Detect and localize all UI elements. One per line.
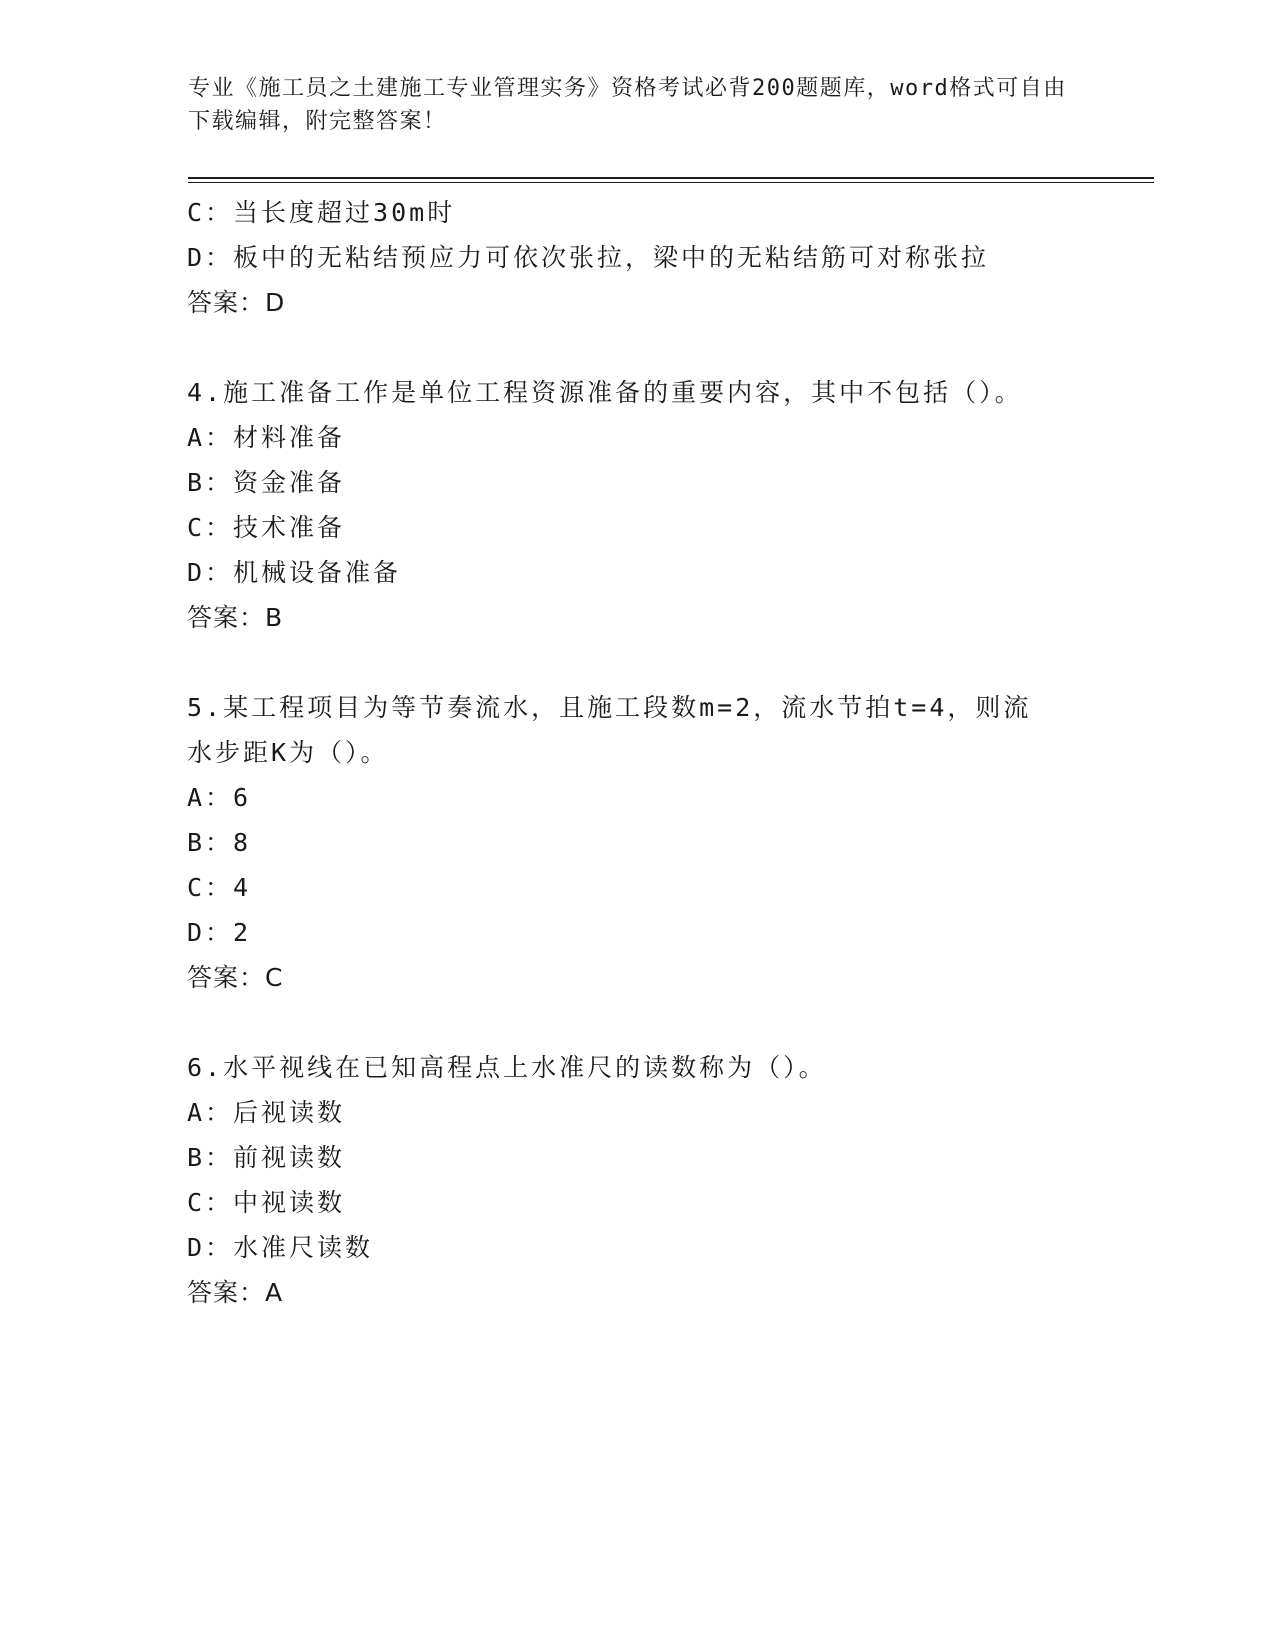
spacer xyxy=(187,640,1087,685)
answer-line: 答案：C xyxy=(187,963,284,992)
header-rule-thin xyxy=(188,182,1154,183)
option-c: C：中视读数 xyxy=(187,1188,346,1217)
header-rule-thick xyxy=(188,177,1154,179)
answer-line: 答案：D xyxy=(187,288,286,317)
option-c: C：当长度超过30m时 xyxy=(187,198,456,227)
option-a: A：材料准备 xyxy=(187,423,346,452)
question-block-5 xyxy=(187,685,1087,1000)
option-d: D：2 xyxy=(187,918,252,947)
option-b: B：前视读数 xyxy=(187,1143,346,1172)
prev-question-block xyxy=(187,190,1087,325)
question-block-6 xyxy=(187,1045,1087,1315)
spacer xyxy=(187,325,1087,370)
option-d: D：机械设备准备 xyxy=(187,558,402,587)
spacer xyxy=(187,1000,1087,1045)
option-a: A：6 xyxy=(187,783,252,812)
question-text: 5.某工程项目为等节奏流水，且施工段数m=2，流水节拍t=4，则流水步距K为（）。 xyxy=(187,693,1032,767)
question-block-4 xyxy=(187,370,1087,640)
option-d: D：水准尺读数 xyxy=(187,1233,374,1262)
option-d: D：板中的无粘结预应力可依次张拉，梁中的无粘结筋可对称张拉 xyxy=(187,243,990,272)
option-c: C：技术准备 xyxy=(187,513,346,542)
option-c: C：4 xyxy=(187,873,252,902)
question-text: 6.水平视线在已知高程点上水准尺的读数称为（）。 xyxy=(187,1053,827,1082)
option-a: A：后视读数 xyxy=(187,1098,346,1127)
question-body xyxy=(187,190,1087,1315)
question-text: 4.施工准备工作是单位工程资源准备的重要内容，其中不包括（）。 xyxy=(187,378,1023,407)
option-b: B：8 xyxy=(187,828,252,857)
document-header-title: 专业《施工员之土建施工专业管理实务》资格考试必背200题题库，word格式可自由下载编辑，附完整答案！ xyxy=(188,76,1067,134)
option-b: B：资金准备 xyxy=(187,468,346,497)
answer-line: 答案：A xyxy=(187,1278,284,1307)
answer-line: 答案：B xyxy=(187,603,284,632)
